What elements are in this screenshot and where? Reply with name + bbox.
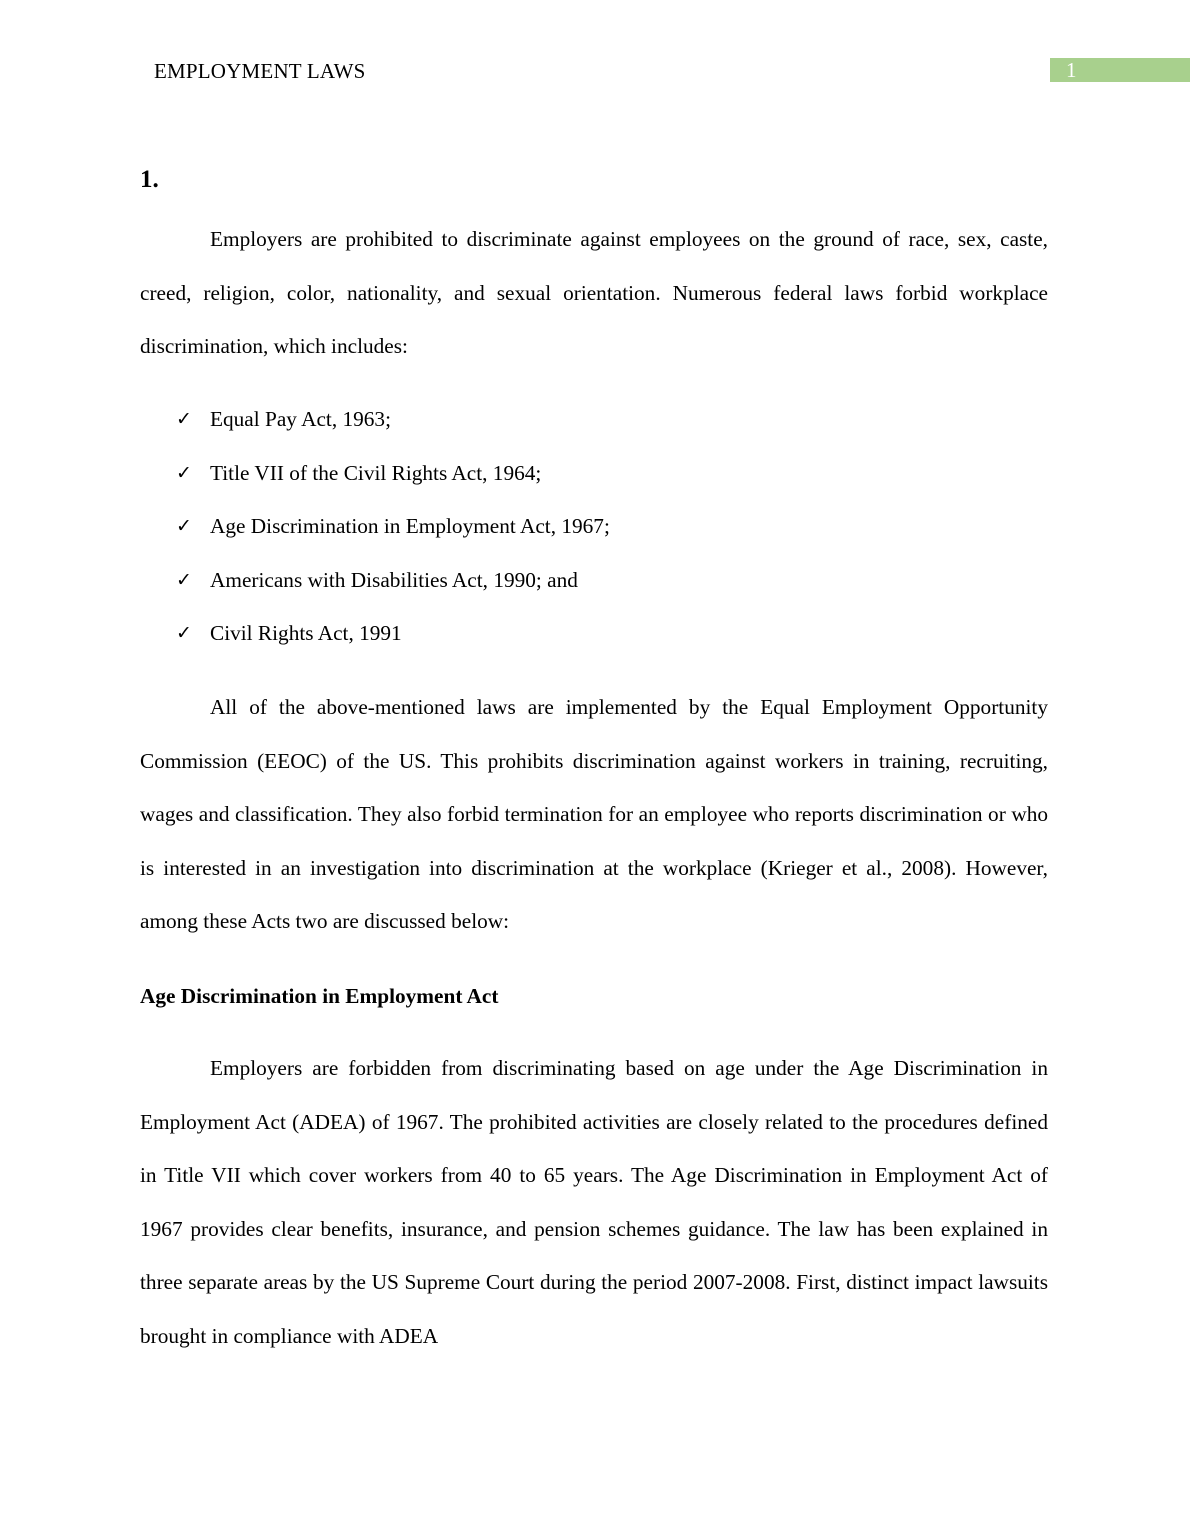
checkmark-icon: ✓ [176,622,192,645]
checkmark-icon: ✓ [176,461,192,484]
list-item-text: Civil Rights Act, 1991 [210,621,402,646]
list-item [140,393,1048,447]
page-number: 1 [1066,58,1077,82]
adea-subheading: Age Discrimination in Employment Act [140,984,499,1008]
page-number-bar [1050,58,1190,82]
adea-paragraph: Employers are forbidden from discriminating based on age under the Age Discrimination in Employment Act (ADEA) of 1967. The prohibited activities are closely related to the procedures defined in Title VII which cover workers from 40 to 65 years. The Age Discrimination in Employment Act of 1967 provides clear benefits, insurance, and pension schemes guidance. The law has been explained in three separate areas by the US Supreme Court during the period 2007-2008. First, distinct impact lawsuits brought in compliance with ADEA [140,1056,1048,1348]
intro-paragraph: Employers are prohibited to discriminate against employees on the ground of race, sex, caste, creed, religion, color, nationality, and sexual orientation. Numerous federal laws forbid workplace discrimination, which includes: [140,227,1048,359]
list-item [140,554,1048,608]
list-item-text: Title VII of the Civil Rights Act, 1964; [210,460,542,485]
list-item [140,607,1048,661]
list-item-text: Equal Pay Act, 1963; [210,407,392,431]
checkmark-icon: ✓ [176,568,192,591]
list-item-text: Age Discrimination in Employment Act, 1967; [210,514,610,539]
list-item-text: Americans with Disabilities Act, 1990; and [210,567,578,592]
running-header-title: EMPLOYMENT LAWS [154,59,366,83]
checkmark-icon: ✓ [176,515,192,538]
laws-list [140,393,1048,661]
checkmark-icon: ✓ [176,408,192,430]
list-item [140,500,1048,554]
eeoc-paragraph: All of the above-mentioned laws are implemented by the Equal Employment Opportunity Commission (EEOC) of the US. This prohibits discrimination against workers in training, recruiting, wages and classification. They also forbid termination for an employee who reports discrimination or who is interested in an investigation into discrimination at the workplace (Krieger et al., 2008). However, among these Acts two are discussed below: [140,695,1048,934]
section-number: 1. [140,166,159,193]
list-item [140,447,1048,501]
